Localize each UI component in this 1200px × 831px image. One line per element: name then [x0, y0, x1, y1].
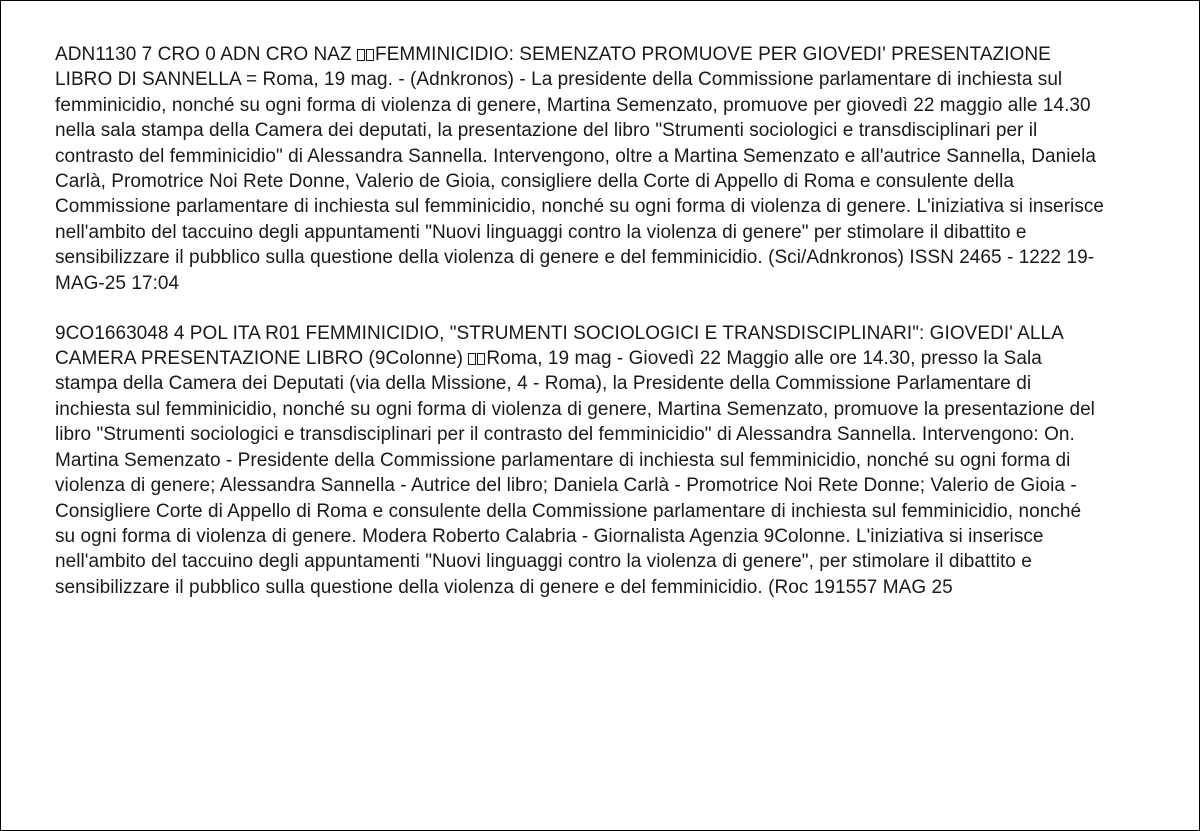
missing-glyph-icon [477, 353, 485, 365]
news-item-adnkronos [55, 42, 1105, 296]
article-header: 9CO1663048 4 POL ITA R01 FEMMINICIDIO, "STRUMENTI SOCIOLOGICI E TRANSDISCIPLINARI": GIOVEDI' ALLA CAMERA PRESENTAZIONE LIBRO (9Colonne) [55, 322, 1063, 370]
article-header: ADN1130 7 CRO 0 ADN CRO NAZ [55, 44, 352, 65]
missing-glyph-icon [366, 49, 374, 61]
missing-glyph-icon [468, 353, 476, 365]
article-body: FEMMINICIDIO: SEMENZATO PROMUOVE PER GIOVEDI' PRESENTAZIONE LIBRO DI SANNELLA = Roma, 19 mag. - (Adnkronos) - La presidente della Commissione parlamentare di inchiesta sul femminicidio, nonché su ogni forma di violenza di genere, Martina Semenzato, promuove per giovedì 22 maggio alle 14.30 nella sala stampa della Camera dei deputati, la presentazione del libro "Strumenti sociologici e transdisciplinari per il contrasto del femminicidio" di Alessandra Sannella. Intervengono, oltre a Martina Semenzato e all'autrice Sannella, Daniela Carlà, Promotrice Noi Rete Donne, Valerio de Gioia, consigliere della Corte di Appello di Roma e consulente della Commissione parlamentare di inchiesta sul femminicidio, nonché su ogni forma di violenza di genere. L'iniziativa si inserisce nell'ambito del taccuino degli appuntamenti "Nuovi linguaggi contro la violenza di genere" per stimolare il dibattito e sensibilizzare il pubblico sulla questione della violenza di genere e del femminicidio. (Sci/Adnkronos) ISSN 2465 - 1222 19-MAG-25 17:04 [55, 44, 1105, 294]
article-body: Roma, 19 mag - Giovedì 22 Maggio alle ore 14.30, presso la Sala stampa della Camera dei Deputati (via della Missione, 4 - Roma), la Presidente della Commissione Parlamentare di inchiesta sul femminicidio, nonché su ogni forma di violenza di genere, Martina Semenzato, promuove la presentazione del libro "Strumenti sociologici e transdisciplinari per il contrasto del femminicidio" di Alessandra Sannella. Intervengono: On. Martina Semenzato - Presidente della Commissione parlamentare di inchiesta sul femminicidio, nonché su ogni forma di violenza di genere; Alessandra Sannella - Autrice del libro; Daniela Carlà - Promotrice Noi Rete Donne; Valerio de Gioia - Consigliere Corte di Appello di Roma e consulente della Commissione parlamentare di inchiesta sul femminicidio, nonché su ogni forma di violenza di genere. Modera Roberto Calabria - Giornalista Agenzia 9Colonne. L'iniziativa si inserisce nell'ambito del taccuino degli appuntamenti "Nuovi linguaggi contro la violenza di genere", per stimolare il dibattito e sensibilizzare il pubblico sulla questione della violenza di genere e del femminicidio. (Roc 191557 MAG 25 [55, 348, 1095, 598]
missing-glyph-icon [357, 49, 365, 61]
document-content [55, 42, 1105, 600]
news-item-9colonne [55, 321, 1105, 600]
